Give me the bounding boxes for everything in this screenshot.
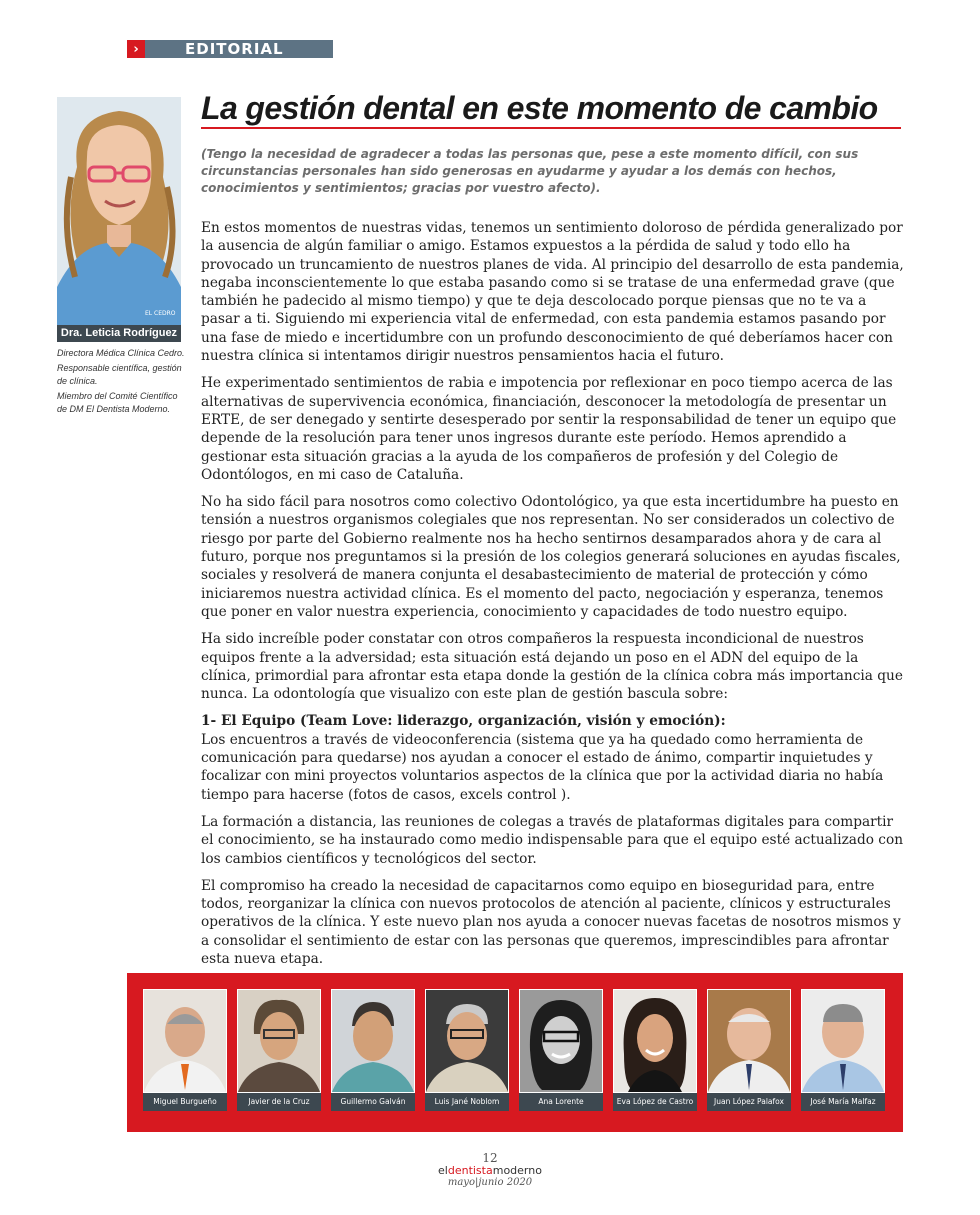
author-portrait-image	[57, 97, 181, 325]
author-roles	[57, 347, 185, 418]
collaborator-card	[613, 989, 697, 1111]
paragraph: He experimentado sentimientos de rabia e impotencia por reflexionar en poco tiempo acerca de las alternativas de supervivencia económica, financiación, desconocer la metodología de presentar un ERTE, de ser denegado y sentirte desesperado por sentir la responsabilidad de tener un equipo que depende de la resolución para tener unos ingresos durante este período. Hemos aprendido a gestionar esta situación gracias a la ayuda de los compañeros de profesión y del Colegio de Odontólogos, en mi caso de Cataluña.	[201, 375, 897, 483]
section-label: EDITORIAL	[145, 40, 333, 58]
collaborator-name: Ana Lorente	[519, 1093, 603, 1111]
collaborator-photo	[143, 989, 227, 1093]
brand-part: dentista	[447, 1164, 493, 1177]
paragraph: En estos momentos de nuestras vidas, tenemos un sentimiento doloroso de pérdida generalizado por la ausencia de algún familiar o amigo. Estamos expuestos a la pérdida de salud y todo ello ha provocado un truncamiento de nuestros planes de vida. Al principio del desarrollo de esta pandemia, negaba inconscientemente lo que estaba pasando como si se tratase de una enfermedad grave (que también he padecido al mismo tiempo) y que te deja descolocado porque piensas que no te va a pasar a ti. Siguiendo mi experiencia vital de enfermedad, con esta pandemia estamos pasando por una fase de miedo e incertidumbre con un profundo desconocimiento de qué deberíamos hacer con nuestra clínica si intentamos dirigir nuestros pensamientos hacia el futuro.	[201, 220, 904, 365]
author-name: Dra. Leticia Rodríguez	[57, 325, 181, 342]
collaborator-card	[801, 989, 885, 1111]
collaborator-photo	[519, 989, 603, 1093]
title-divider	[201, 127, 901, 129]
paragraph: Ha sido increíble poder constatar con otros compañeros la respuesta incondicional de nuestros equipos frente a la adversidad; esta situación está dejando un poso en el ADN del equipo de la clínica, primordial para afrontar esta etapa donde la gestión de la clínica cobra más importancia que nunca. La odontología que visualizo con este plan de gestión bascula sobre:	[201, 631, 903, 703]
chevron-right-icon: ›	[127, 40, 145, 58]
paragraph: No ha sido fácil para nosotros como colectivo Odontológico, ya que esta incertidumbre ha puesto en tensión a nuestros organismos colegiales que nos representan. No ser considerados un colectivo de riesgo por parte del Gobierno realmente nos ha hecho sentirnos desamparados ahora y de cara al futuro, porque nos preguntamos si la presión de los colegios generará soluciones en ayudas fiscales, sociales y resolverá de manera conjunta el desabastecimiento de material de protección y cómo iniciaremos nuestra actividad clínica. Es el momento del pacto, negociación y esperanza, tenemos que poner en valor nuestra experiencia, conocimiento y capacidades de todo nuestro equipo.	[201, 494, 901, 620]
collaborator-name: José María Malfaz	[801, 1093, 885, 1111]
brand-part: el	[438, 1164, 448, 1177]
collaborator-photo	[613, 989, 697, 1093]
collaborator-card	[143, 989, 227, 1111]
magazine-brand	[0, 1165, 980, 1177]
collaborator-card	[331, 989, 415, 1111]
collaborator-photo	[425, 989, 509, 1093]
page-footer	[0, 1151, 980, 1189]
author-role: Responsable científica, gestión de clínica.	[57, 363, 182, 386]
collaborator-photo	[707, 989, 791, 1093]
author-role: Miembro del Comité Científico de DM El Dentista Moderno.	[57, 391, 178, 414]
collaborator-card	[425, 989, 509, 1111]
paragraph: El compromiso ha creado la necesidad de capacitarnos como equipo en bioseguridad para, entre todos, reorganizar la clínica con nuevos protocolos de atención al paciente, clínicos y estructurales operativos de la clínica. Y este nuevo plan nos ayuda a conocer nuevas facetas de nosotros mismos y a consolidar el sentimiento de estar con las personas que queremos, imprescindibles para afrontar esta nueva etapa.	[201, 877, 901, 967]
brand-part: moderno	[492, 1164, 542, 1177]
collaborator-card	[707, 989, 791, 1111]
collaborators-band	[127, 973, 903, 1132]
page-number: 12	[482, 1151, 498, 1165]
collaborator-card	[237, 989, 321, 1111]
author-role: Directora Médica Clínica Cedro.	[57, 348, 185, 358]
collaborator-name: Guillermo Galván	[331, 1093, 415, 1111]
collaborator-name: Luis Jané Noblom	[425, 1093, 509, 1111]
collaborator-photo	[331, 989, 415, 1093]
collaborator-card	[519, 989, 603, 1111]
collaborator-photo	[801, 989, 885, 1093]
article-title: La gestión dental en este momento de cambio	[201, 90, 878, 126]
collaborator-name: Miguel Burgueño	[143, 1093, 227, 1111]
subheading: 1- El Equipo (Team Love: liderazgo, organización, visión y emoción):	[201, 713, 726, 730]
article-intro: (Tengo la necesidad de agradecer a todas las personas que, pese a este momento difícil, con sus circunstancias personales han sido generosas en ayudarme y ayudar a los demás con hechos, conocimientos y sentimientos; gracias por vuestro afecto).	[201, 147, 859, 195]
author-photo	[57, 97, 181, 325]
photo-credit: EL CEDRO	[145, 310, 176, 317]
collaborator-name: Eva López de Castro	[613, 1093, 697, 1111]
collaborator-photo	[237, 989, 321, 1093]
paragraph: Los encuentros a través de videoconferencia (sistema que ya ha quedado como herramienta de comunicación para quedarse) nos ayudan a conocer el estado de ánimo, compartir inquietudes y focalizar con mini proyectos voluntarios aspectos de la clínica que por la actividad diaria no había tiempo para hacerse (fotos de casos, excels control ).	[201, 731, 884, 803]
paragraph: La formación a distancia, las reuniones de colegas a través de plataformas digitales para compartir el conocimiento, se ha instaurado como medio indispensable para que el equipo esté actualizado con los cambios científicos y tecnológicos del sector.	[201, 813, 904, 867]
collaborator-name: Javier de la Cruz	[237, 1093, 321, 1111]
collaborator-name: Juan López Palafox	[707, 1093, 791, 1111]
section-header	[127, 40, 333, 58]
issue-date: mayo|junio 2020	[447, 1177, 533, 1188]
article-body	[201, 219, 905, 977]
